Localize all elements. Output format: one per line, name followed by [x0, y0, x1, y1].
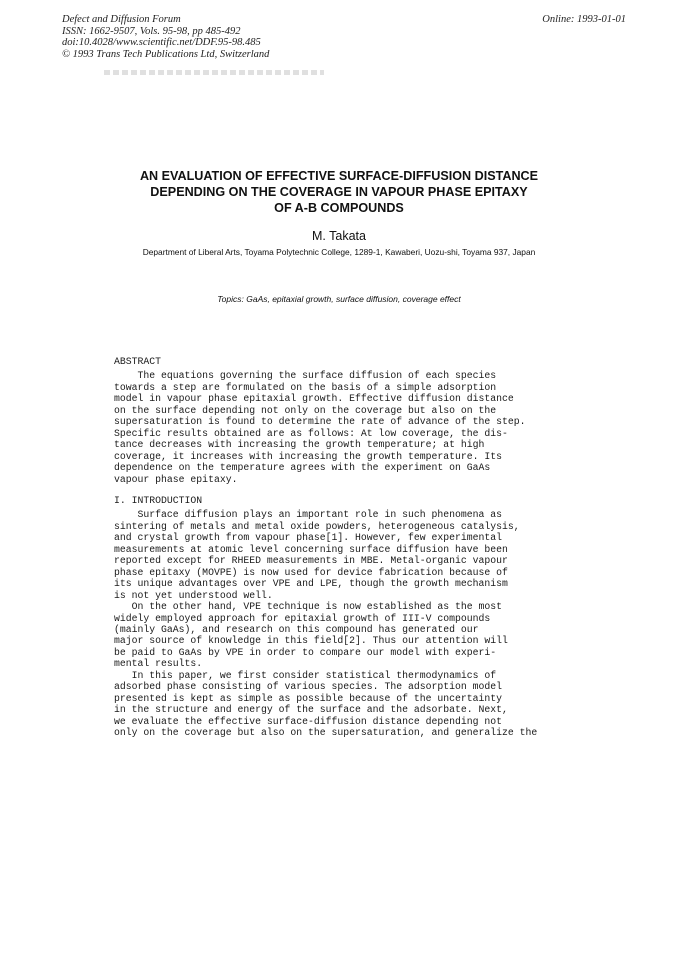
journal-name: Defect and Diffusion Forum: [62, 14, 181, 25]
intro-line: widely employed approach for epitaxial growth of III-V compounds: [114, 612, 491, 624]
author-name: M. Takata: [312, 229, 366, 243]
abstract-line: supersaturation is found to determine the rate of advance of the step.: [114, 416, 526, 428]
intro-line: and crystal growth from vapour phase[1]. However, few experimental: [114, 532, 503, 544]
intro-line: phase epitaxy (MOVPE) is now used for device fabrication because of: [114, 566, 508, 578]
online-date: Online: 1993-01-01: [542, 14, 626, 25]
abstract-line: tance decreases with increasing the growth temperature; at high: [114, 439, 485, 451]
intro-line: reported except for RHEED measurements in MBE. Metal-organic vapour: [114, 555, 508, 567]
title-line-2: DEPENDING ON THE COVERAGE IN VAPOUR PHASE EPITAXY: [150, 185, 528, 199]
intro-line: adsorbed phase consisting of various species. The adsorption model: [114, 681, 503, 693]
abstract-line: on the surface depending not only on the coverage but also on the: [114, 404, 497, 416]
introduction-section: [114, 495, 614, 739]
intro-line: In this paper, we first consider statistical thermodynamics of: [114, 669, 497, 681]
intro-line: (mainly GaAs), and research on this compound has generated our: [114, 623, 479, 635]
intro-line: major source of knowledge in this field[2]. Thus our attention will: [114, 635, 508, 647]
intro-line: On the other hand, VPE technique is now established as the most: [114, 601, 503, 613]
intro-line: only on the coverage but also on the supersaturation, and generalize the: [114, 727, 538, 739]
abstract-line: dependence on the temperature agrees with the experiment on GaAs: [114, 462, 491, 474]
intro-line: be paid to GaAs by VPE in order to compare our model with experi-: [114, 646, 497, 658]
abstract-section: [114, 356, 614, 485]
bleed-through-line: [104, 70, 324, 75]
intro-line: Surface diffusion plays an important role in such phenomena as: [114, 509, 503, 521]
intro-line: we evaluate the effective surface-diffusion distance depending not: [114, 715, 503, 727]
abstract-line: coverage, it increases with increasing the growth temperature. Its: [114, 450, 503, 462]
abstract-heading: ABSTRACT: [114, 356, 162, 367]
abstract-line: Specific results obtained are as follows: At low coverage, the dis-: [114, 427, 508, 439]
paper-title: [0, 168, 678, 216]
intro-line: sintering of metals and metal oxide powders, heterogeneous catalysis,: [114, 520, 520, 532]
abstract-line: vapour phase epitaxy.: [114, 473, 238, 485]
intro-line: is not yet understood well.: [114, 589, 273, 601]
issn-line: ISSN: 1662-9507, Vols. 95-98, pp 485-492: [62, 25, 241, 37]
abstract-line: The equations governing the surface diffusion of each species: [114, 370, 497, 382]
title-line-1: AN EVALUATION OF EFFECTIVE SURFACE-DIFFUSION DISTANCE: [139, 169, 539, 183]
intro-line: its unique advantages over VPE and LPE, though the growth mechanism: [114, 578, 508, 590]
doi-line: doi:10.4028/www.scientific.net/DDF.95-98.485: [62, 37, 261, 49]
introduction-heading: I. INTRODUCTION: [114, 495, 203, 506]
abstract-line: model in vapour phase epitaxial growth. Effective diffusion distance: [114, 393, 514, 405]
abstract-line: towards a step are formulated on the basis of a simple adsorption: [114, 381, 497, 393]
copyright-line: © 1993 Trans Tech Publications Ltd, Switzerland: [62, 48, 270, 60]
topics-line: Topics: GaAs, epitaxial growth, surface diffusion, coverage effect: [217, 294, 461, 304]
title-line-3: OF A-B COMPOUNDS: [274, 201, 404, 215]
intro-line: in the structure and energy of the surface and the adsorbate. Next,: [114, 704, 508, 716]
intro-line: measurements at atomic level concerning surface diffusion have been: [114, 543, 508, 555]
intro-line: mental results.: [114, 658, 203, 670]
affiliation: Department of Liberal Arts, Toyama Polytechnic College, 1289-1, Kawaberi, Uozu-shi, Toyama 937, Japan: [142, 247, 536, 257]
intro-line: presented is kept as simple as possible because of the uncertainty: [114, 692, 503, 704]
journal-header: [62, 14, 626, 74]
citation-block: [62, 14, 269, 60]
